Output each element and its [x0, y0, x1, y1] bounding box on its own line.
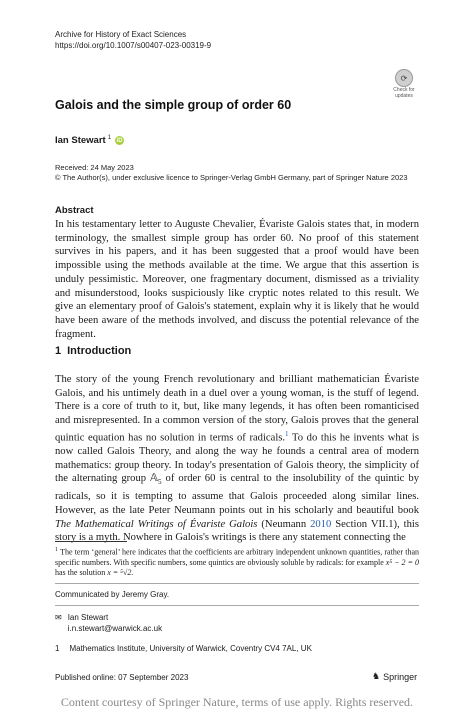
- received-date: Received: 24 May 2023: [55, 163, 134, 172]
- footnote-ref[interactable]: 1: [285, 429, 289, 438]
- contact-block: [55, 613, 162, 634]
- book-title: The Mathematical Writings of Évariste Galois: [55, 518, 258, 530]
- footnote-math: x⁵ − 2 = 0: [385, 557, 419, 567]
- contact-name: Ian Stewart: [67, 613, 109, 622]
- affiliation: [55, 644, 312, 653]
- article-title: Galois and the simple group of order 60: [55, 98, 292, 112]
- communicated-by: Communicated by Jeremy Gray.: [55, 590, 170, 599]
- section-heading: [55, 345, 131, 357]
- divider: [55, 605, 419, 606]
- refresh-icon: ⟳: [395, 69, 413, 87]
- contact-email[interactable]: i.n.stewart@warwick.ac.uk: [67, 623, 163, 633]
- abstract-text: In his testamentary letter to Auguste Chevalier, Évariste Galois states that, in modern terminology, the smallest simple group has order 60. No proof of this statement survives in his papers, and it has been suggested that a proof would have been impossible using the methods available at the time. We argue that this assertion is unduly pessimistic. Moreover, one fragmentary document, dismissed as a triviality and misunderstood, looks suspiciously like cryptic notes related to this result. We give an elementary proof of Galois's statement, explain why it is likely that he would have been aware of the methods involved, and discuss the potential relevance of the fragment.: [55, 219, 419, 340]
- journal-name: Archive for History of Exact Sciences: [55, 30, 187, 39]
- journal-header: [55, 30, 211, 51]
- footnote: $^1$ The term ‘general’ here indicates that the coefficients are arbitrary independent unknown quantities, rather than specific numbers. With specific numbers, some quintics are obviously soluble by radicals: for example x⁵ − 2 = 0 has the solution x = ⁵√2.: [55, 547, 420, 577]
- publisher-logo: [372, 671, 417, 682]
- author-name[interactable]: Ian Stewart: [55, 135, 106, 146]
- intro-paragraph: The story of the young French revolutionary and brilliant mathematician Évariste Galois, and his untimely death in a duel over a young woman, is the stuff of legend. There is a core of truth to it, but, like many legends, it has often been romanticised and misrepresented. In a common version of the story, Galois proves that the general quintic equation has no solution in terms of radicals.$^1$ To do this he invents what is now called Galois Theory, and along the way he founds a central area of modern mathematics: group theory. In today's presentation of Galois theory, the simplicity of the alternating group 𝔸$_5$ of order 60 is central to the insolubility of the quintic by radicals, so it is tempting to assume that Galois proceeded along similar lines. However, as the late Peter Neumann points out in his scholarly and beautiful book The Mathematical Writings of Évariste Galois (Neumann 2010 Section VII.1), this story is a myth. Nowhere in Galois's writings is there any statement connecting the: [55, 374, 419, 544]
- citation-link[interactable]: 2010: [310, 518, 332, 530]
- footnote-divider: [55, 541, 127, 542]
- footnote-number: 1: [55, 547, 58, 553]
- published-date: Published online: 07 September 2023: [55, 673, 189, 682]
- envelope-icon: ✉: [55, 613, 62, 622]
- publisher-name: Springer: [383, 671, 418, 682]
- springer-horse-icon: ♞: [372, 671, 381, 681]
- affiliation-number: 1: [55, 644, 60, 653]
- courtesy-notice: Content courtesy of Springer Nature, terms of use apply. Rights reserved.: [60, 695, 414, 709]
- copyright-line: © The Author(s), under exclusive licence to Springer-Verlag GmbH Germany, part of Springer Nature 2023: [55, 173, 408, 182]
- section-number: 1: [55, 345, 62, 357]
- author-affil-ref: 1: [107, 135, 112, 141]
- check-updates-label: Check for updates: [393, 87, 415, 99]
- affiliation-text: Mathematics Institute, University of Warwick, Coventry CV4 7AL, UK: [69, 644, 312, 653]
- check-for-updates-badge[interactable]: [389, 69, 419, 101]
- section-title: Introduction: [67, 345, 132, 357]
- article-meta: [55, 163, 408, 183]
- doi-link[interactable]: https://doi.org/10.1007/s00407-023-00319-9: [55, 40, 212, 50]
- footnote-solution: x = ⁵√2.: [107, 567, 134, 577]
- abstract-heading: Abstract: [55, 205, 94, 216]
- group-subscript: 5: [157, 478, 162, 487]
- divider: [55, 583, 419, 584]
- orcid-icon[interactable]: iD: [116, 137, 123, 144]
- author-line: [55, 135, 124, 146]
